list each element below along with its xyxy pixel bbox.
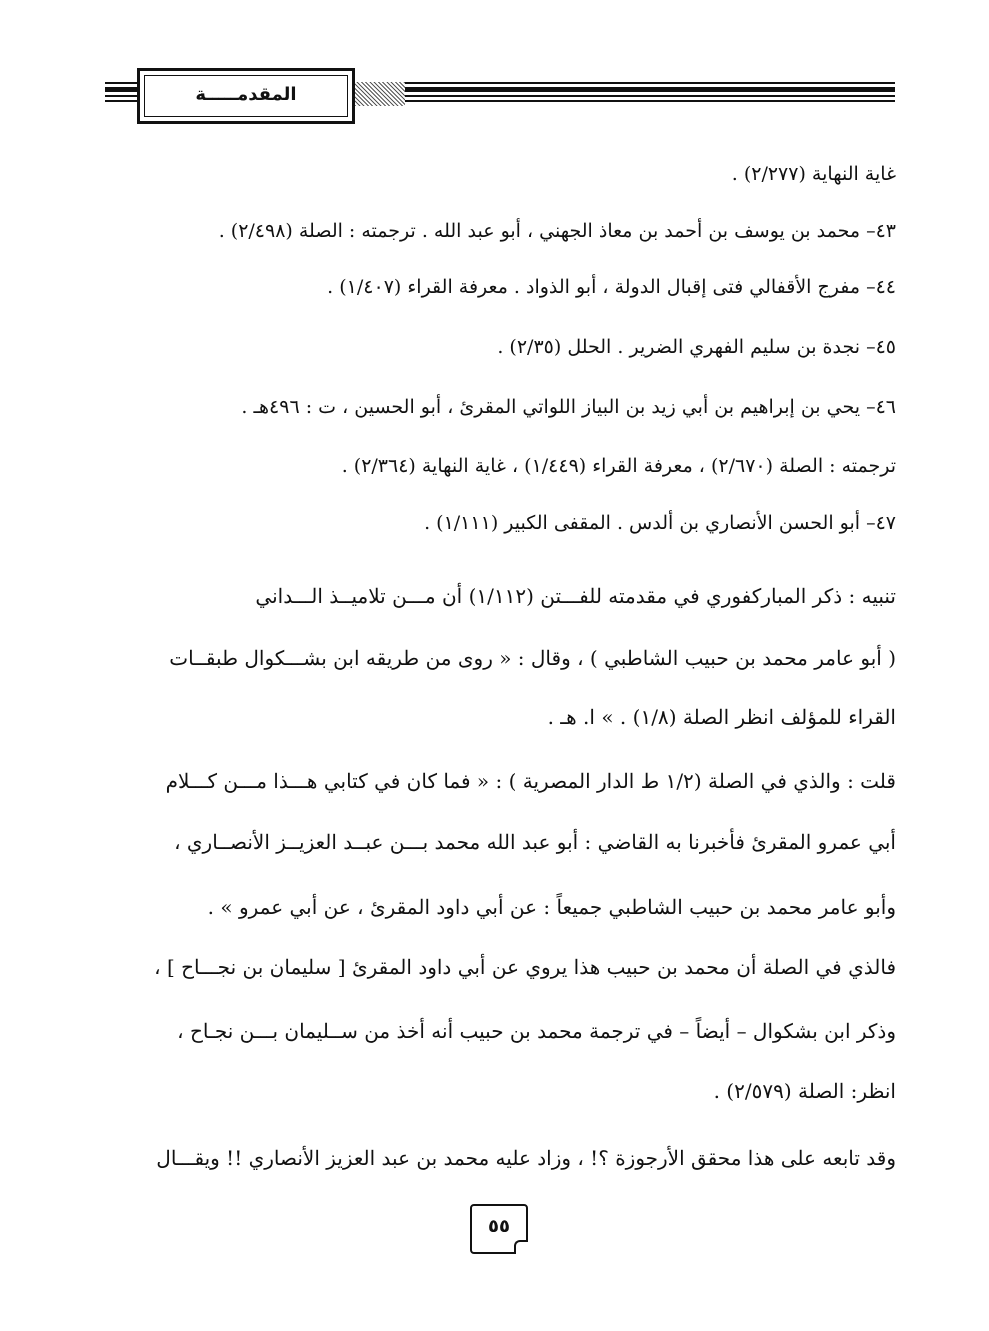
page-number-box bbox=[470, 1204, 528, 1254]
entry-44: ٤٤– مفرج الأقفالي فتى إقبال الدولة ، أبو الذواد . معرفة القراء (١/٤٠٧) . bbox=[327, 276, 896, 298]
note-line: ( أبو عامر محمد بن حبيب الشاطبي ) ، وقال : « روى من طريقه ابن بشـــكوال طبقــات bbox=[169, 646, 896, 670]
running-header-title: المقدمـــــة bbox=[195, 84, 297, 105]
note-line: القراء للمؤلف انظر الصلة (١/٨) . » ا. هـ . bbox=[547, 705, 896, 729]
note-line: تنبيه : ذكر المباركفوري في مقدمته للفـــتن (١/١١٢) أن مـــن تلاميــذ الـــداني bbox=[255, 584, 896, 608]
header-hatch bbox=[355, 82, 405, 106]
note-line: فالذي في الصلة أن محمد بن حبيب هذا يروي عن أبي داود المقرئ [ سليمان بن نجـــاح ] ، bbox=[154, 955, 896, 979]
entry-45: ٤٥– نجدة بن سليم الفهري الضرير . الحلل (٢/٣٥) . bbox=[497, 336, 896, 358]
note-line: وقد تابعه على هذا محقق الأرجوزة ؟! ، وزاد عليه محمد بن عبد العزيز الأنصاري !! ويقـــال bbox=[156, 1146, 896, 1170]
note-line: وذكر ابن بشكوال – أيضاً – في ترجمة محمد بن حبيب أنه أخذ من ســليمان بـــن نجـاح ، bbox=[177, 1019, 896, 1043]
note-line: أبي عمرو المقرئ فأخبرنا به القاضي : أبو عبد الله محمد بـــن عبــد العزيــز الأنصــاري ، bbox=[174, 830, 896, 854]
entry-46: ٤٦– يحي بن إبراهيم بن أبي زيد بن البياز اللواتي المقرئ ، أبو الحسين ، ت : ٤٩٦هـ . bbox=[241, 396, 896, 418]
header-title-box bbox=[137, 68, 355, 124]
note-line: قلت : والذي في الصلة (١/٢ ط الدار المصرية ) : « فما كان في كتابي هـــذا مـــن كـــلام bbox=[165, 769, 896, 793]
note-line: وأبو عامر محمد بن حبيب الشاطبي جميعاً : عن أبي داود المقرئ ، عن أبي عمرو » . bbox=[207, 895, 896, 919]
text-line: ترجمته : الصلة (٢/٦٧٠) ، معرفة القراء (١/٤٤٩) ، غاية النهاية (٢/٣٦٤) . bbox=[341, 455, 896, 477]
page-number: ٥٥ bbox=[488, 1216, 510, 1237]
entry-43: ٤٣– محمد بن يوسف بن أحمد بن معاذ الجهني ، أبو عبد الله . ترجمته : الصلة (٢/٤٩٨) . bbox=[218, 220, 896, 242]
entry-47: ٤٧– أبو الحسن الأنصاري بن ألدس . المقفى الكبير (١/١١١) . bbox=[424, 512, 896, 534]
note-line: انظر: الصلة (٢/٥٧٩) . bbox=[713, 1079, 896, 1103]
page-corner-fold bbox=[514, 1240, 528, 1254]
text-line: غاية النهاية (٢/٢٧٧) . bbox=[731, 163, 896, 185]
